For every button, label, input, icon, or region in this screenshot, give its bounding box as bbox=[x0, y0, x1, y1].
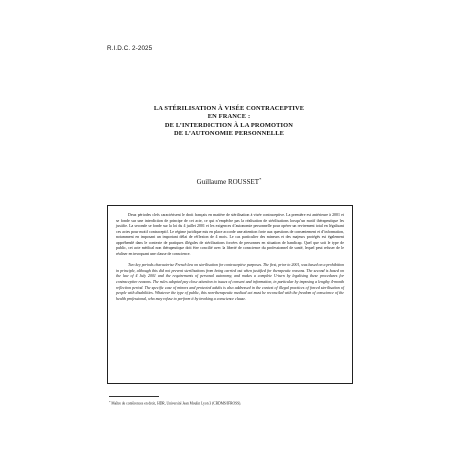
footnote-divider bbox=[109, 396, 159, 397]
footnote bbox=[109, 400, 349, 406]
title-line-4: DE L’AUTONOMIE PERSONNELLE bbox=[173, 130, 285, 138]
author-name: Guillaume ROUSSET bbox=[196, 178, 260, 186]
title-line-3: DE L’INTERDICTION À LA PROMOTION bbox=[164, 121, 294, 129]
author-byline bbox=[100, 177, 358, 186]
abstract-english: Two key periods characterise French law on sterilisation for contraceptive purposes. The first, prior to 2001, was based on a prohibition in principle, although this did not prevent sterilisations from being carried out when justified for therapeutic reasons. The second is based on the law of 4 July 2001 and the requirements of personal autonomy, and makes a complete U-turn by legalising these procedures for contraceptive reasons. The rules adopted pay close attention to issues of consent and information, in particular by imposing a lengthy 4-month reflection period. The specific case of minors and protected adults is also addressed in the context of illegal practices of forced sterilisation of people with disabilities. Whatever the type of public, this non-therapeutic medical act must be reconciled with the freedom of conscience of the health professional, who may refuse to perform it by invoking a conscience clause. bbox=[116, 262, 344, 301]
footnote-mark: * bbox=[109, 400, 111, 404]
footnote-text: Maître de conférences en droit, HDR, Université Jean Moulin Lyon 3 (CRDMS/IFROSS). bbox=[111, 401, 242, 406]
author-footnote-mark[interactable]: * bbox=[259, 177, 262, 182]
article-title bbox=[100, 105, 358, 139]
title-line-2: EN FRANCE : bbox=[207, 113, 251, 121]
journal-reference: R.I.D.C. 2-2025 bbox=[107, 45, 153, 52]
abstract-box bbox=[107, 205, 353, 384]
abstract-french: Deux périodes clefs caractérisent le droit français en matière de stérilisation à visée contraceptive. La première est antérieure à 2001 et se fonde sur une interdiction de principe de cet acte, ce qui n’empêche pas la réalisation de stérilisations lorsqu’un motif thérapeutique les justifie. La seconde se fonde sur la loi du 4 juillet 2001 et les exigences d’autonomie personnelle pour opérer un revirement total en légalisant ces actes pour motif contraceptif. Le régime juridique mis en place accorde une attention forte aux questions de consentement et d’information, notamment en imposant un important délai de réflexion de 4 mois. Le cas particulier des mineurs et des majeurs protégés est également appréhendé dans le contexte de pratiques illégales de stérilisations forcées de personnes en situation de handicap. Quel que soit le type de public, cet acte médical non thérapeutique doit être concilié avec la liberté de conscience du professionnel de santé, lequel peut refuser de le réaliser en invoquant une clause de conscience. bbox=[116, 212, 344, 256]
title-line-1: LA STÉRILISATION À VISÉE CONTRACEPTIVE bbox=[153, 105, 305, 112]
